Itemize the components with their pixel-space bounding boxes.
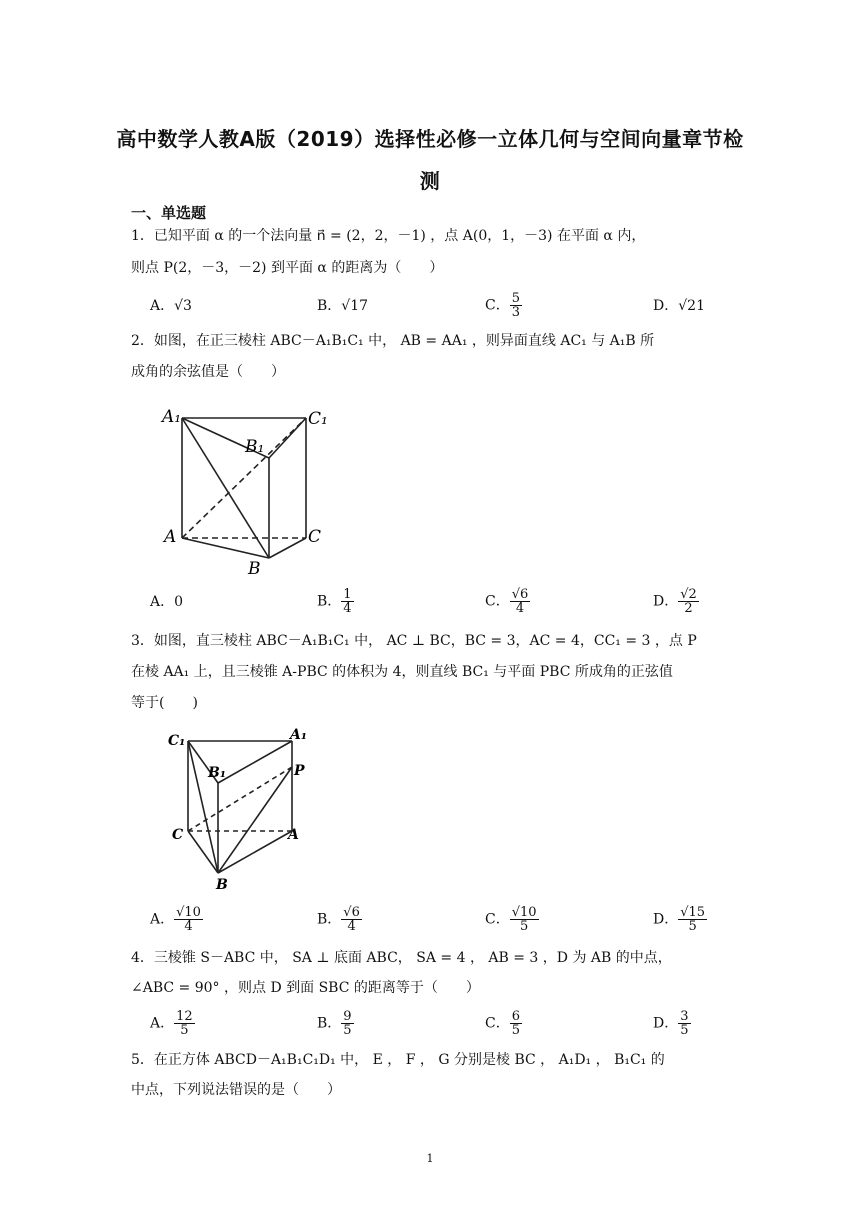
document-title xyxy=(110,118,750,202)
q3-label-c1: C₁ xyxy=(168,733,186,749)
q2-label-b1: B₁ xyxy=(245,437,265,457)
q3-label-p: P xyxy=(294,763,305,779)
page-number: 1 xyxy=(426,1152,434,1165)
q1-option-c: C． $\frac{5}{3}$ xyxy=(485,291,520,320)
q5-text-line-2: 中点，下列说法错误的是（ ） xyxy=(131,1082,341,1098)
q3-option-b: B． $\frac{√6}{4}$ xyxy=(317,905,360,934)
q3-text-line-3: 等于( ) xyxy=(131,695,198,711)
q2-label-a: A xyxy=(164,527,177,547)
q2-label-c: C xyxy=(308,527,322,547)
title-line-2: 测 xyxy=(419,169,441,193)
q4-option-d: D． $\frac{3}{5}$ xyxy=(653,1009,689,1038)
q3-label-c: C xyxy=(172,827,184,843)
q5-text-line-1: 5．在正方体 ABCD－A₁B₁C₁D₁ 中， E ， F ， G 分别是棱 BC ， A₁D₁ ， B₁C₁ 的 xyxy=(131,1052,665,1068)
q3-text-line-2: 在棱 AA₁ 上，且三棱锥 A-PBC 的体积为 4，则直线 BC₁ 与平面 PBC 所成角的正弦值 xyxy=(131,664,673,680)
q3-label-b: B xyxy=(216,877,228,893)
q3-label-a1: A₁ xyxy=(290,727,307,743)
q3-label-a: A xyxy=(288,827,299,843)
q3-prism-figure xyxy=(160,723,320,893)
q1-option-d: D．√21 xyxy=(653,298,705,314)
q3-option-a: A． $\frac{√10}{4}$ xyxy=(150,905,201,934)
q1-text-line-2: 则点 P(2，－3，－2) 到平面 α 的距离为（ ） xyxy=(131,260,444,276)
q3-option-d: D． $\frac{√15}{5}$ xyxy=(653,905,706,934)
q2-label-c1: C₁ xyxy=(308,409,328,429)
q2-label-a1: A₁ xyxy=(162,407,182,427)
q2-option-d: D． $\frac{√2}{2}$ xyxy=(653,587,697,616)
q2-option-c: C． $\frac{√6}{4}$ xyxy=(485,587,529,616)
q4-text-line-1: 4．三棱锥 S－ABC 中， SA ⊥ 底面 ABC， SA = 4 ， AB = 3 ，D 为 AB 的中点， xyxy=(131,950,672,966)
q3-option-c: C． $\frac{√10}{5}$ xyxy=(485,905,537,934)
q2-label-b: B xyxy=(248,559,261,578)
q2-option-b: B． $\frac{1}{4}$ xyxy=(317,587,352,616)
q1-text-line-1: 1．已知平面 α 的一个法向量 n⃗ = (2，2，－1) ，点 A(0，1，－3) 在平面 α 内， xyxy=(131,228,646,244)
q2-option-a: A．0 xyxy=(150,594,184,610)
q2-prism-figure xyxy=(150,398,340,578)
q4-option-c: C． $\frac{6}{5}$ xyxy=(485,1009,520,1038)
section-heading: 一、单选题 xyxy=(131,204,207,222)
q2-text-line-1: 2．如图，在正三棱柱 ABC－A₁B₁C₁ 中， AB = AA₁ ，则异面直线 AC₁ 与 A₁B 所 xyxy=(131,333,655,349)
q3-label-b1: B₁ xyxy=(208,765,226,781)
q1-option-b: B．√17 xyxy=(317,298,369,314)
q3-text-line-1: 3．如图，直三棱柱 ABC－A₁B₁C₁ 中， AC ⊥ BC，BC = 3，AC = 4，CC₁ = 3 ，点 P xyxy=(131,633,697,649)
q4-option-a: A． $\frac{12}{5}$ xyxy=(150,1009,193,1038)
q1-option-a: A．√3 xyxy=(150,298,192,314)
title-line-1: 高中数学人教A版（2019）选择性必修一立体几何与空间向量章节检 xyxy=(116,127,744,151)
q4-text-line-2: ∠ABC = 90° ，则点 D 到面 SBC 的距离等于（ ） xyxy=(131,980,480,996)
q2-text-line-2: 成角的余弦值是（ ） xyxy=(131,364,285,380)
q4-option-b: B． $\frac{9}{5}$ xyxy=(317,1009,352,1038)
